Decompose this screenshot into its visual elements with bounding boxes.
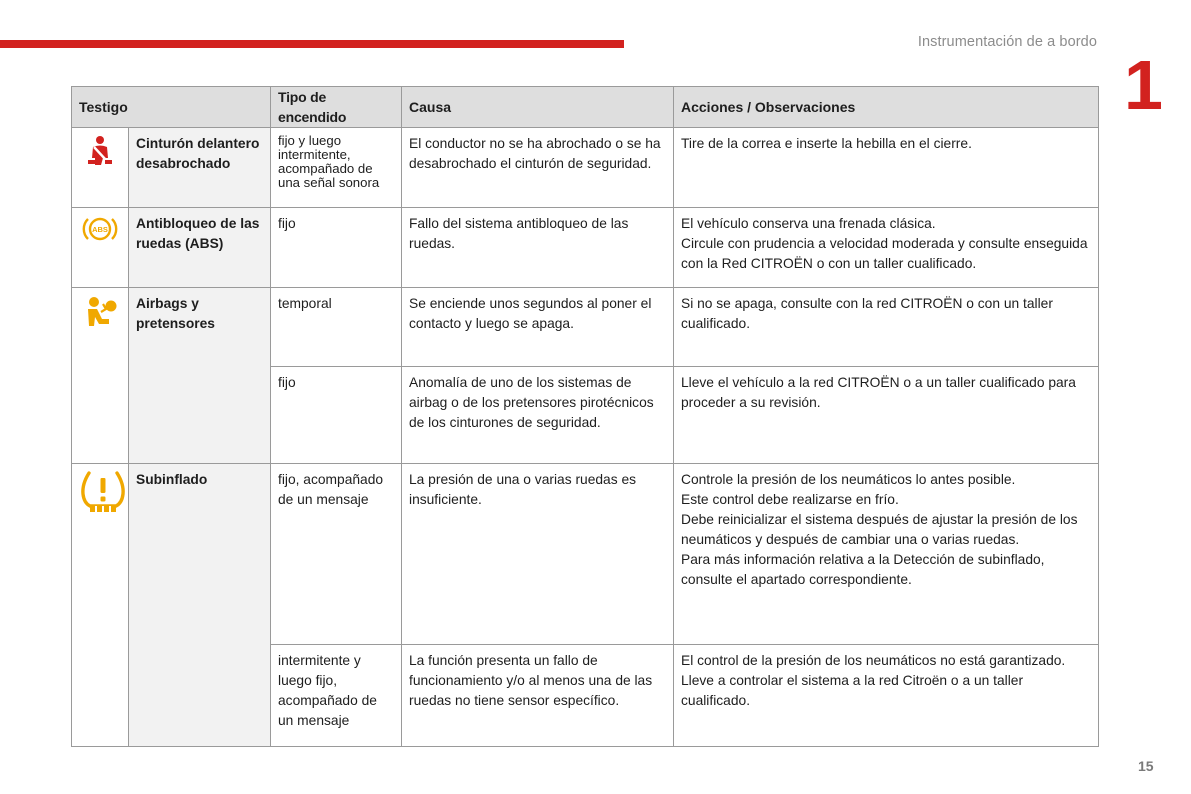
row-name: Airbags y pretensores bbox=[129, 288, 271, 464]
abs-icon-label: ABS bbox=[92, 225, 108, 234]
row-tipo: intermitente y luego fijo, acompañado de un mensaje bbox=[271, 645, 402, 747]
row-acciones bbox=[674, 645, 1099, 747]
row-tipo: fijo bbox=[271, 367, 402, 464]
seatbelt-warning-icon bbox=[72, 128, 129, 208]
accion-line: Lleve el vehículo a la red CITROËN o a un taller cualificado para proceder a su revisión. bbox=[681, 375, 1076, 410]
header-tipo: Tipo de encendido bbox=[271, 87, 402, 128]
accion-line: Si no se apaga, consulte con la red CITROËN o con un taller cualificado. bbox=[681, 296, 1053, 331]
table-header-row bbox=[72, 87, 1099, 128]
abs-warning-icon bbox=[72, 208, 129, 288]
row-tipo: temporal bbox=[271, 288, 402, 367]
row-acciones bbox=[674, 208, 1099, 288]
row-tipo: fijo bbox=[271, 208, 402, 288]
accion-line: Controle la presión de los neumáticos lo antes posible. bbox=[681, 472, 1016, 487]
row-name: Cinturón delantero desabrochado bbox=[129, 128, 271, 208]
row-causa: La presión de una o varias ruedas es insuficiente. bbox=[402, 464, 674, 645]
row-acciones bbox=[674, 367, 1099, 464]
accion-line: Este control debe realizarse en frío. bbox=[681, 492, 899, 507]
accion-line: El vehículo conserva una frenada clásica. bbox=[681, 216, 936, 231]
tyre-pressure-warning-icon bbox=[72, 464, 129, 747]
row-causa: Se enciende unos segundos al poner el contacto y luego se apaga. bbox=[402, 288, 674, 367]
row-tipo: fijo, acompañado de un mensaje bbox=[271, 464, 402, 645]
chapter-number: 1 bbox=[1124, 46, 1163, 124]
table-row bbox=[72, 128, 1099, 208]
header-acciones: Acciones / Observaciones bbox=[674, 87, 1099, 128]
airbag-warning-icon bbox=[72, 288, 129, 464]
accion-line: Circule con prudencia a velocidad moderada y consulte enseguida con la Red CITROËN o con un taller cualificado. bbox=[681, 236, 1088, 271]
row-name: Subinflado bbox=[129, 464, 271, 747]
row-causa: La función presenta un fallo de funcionamiento y/o al menos una de las ruedas no tiene sensor específico. bbox=[402, 645, 674, 747]
row-name: Antibloqueo de las ruedas (ABS) bbox=[129, 208, 271, 288]
accion-line: Debe reinicializar el sistema después de ajustar la presión de los neumáticos y después de cambiar una o varias ruedas. bbox=[681, 512, 1078, 547]
table-row bbox=[72, 288, 1099, 367]
header-testigo: Testigo bbox=[72, 87, 271, 128]
accion-line: Lleve a controlar el sistema a la red Citroën o a un taller cualificado. bbox=[681, 673, 1024, 708]
row-causa: El conductor no se ha abrochado o se ha desabrochado el cinturón de seguridad. bbox=[402, 128, 674, 208]
row-causa: Anomalía de uno de los sistemas de airbag o de los pretensores pirotécnicos de los cinturones de seguridad. bbox=[402, 367, 674, 464]
accion-line: Tire de la correa e inserte la hebilla en el cierre. bbox=[681, 136, 972, 151]
table-row bbox=[72, 464, 1099, 645]
accion-line: Para más información relativa a la Detección de subinflado, consulte el apartado correspondiente. bbox=[681, 552, 1045, 587]
row-acciones bbox=[674, 128, 1099, 208]
row-acciones bbox=[674, 288, 1099, 367]
header-accent-bar bbox=[0, 40, 624, 48]
section-title: Instrumentación de a bordo bbox=[917, 34, 1097, 50]
page-number: 15 bbox=[1138, 758, 1154, 774]
row-tipo: fijo y luego intermitente, acompañado de una señal sonora bbox=[271, 128, 402, 208]
accion-line: El control de la presión de los neumáticos no está garantizado. bbox=[681, 653, 1066, 668]
row-causa: Fallo del sistema antibloqueo de las ruedas. bbox=[402, 208, 674, 288]
row-acciones bbox=[674, 464, 1099, 645]
warning-lights-table bbox=[71, 86, 1099, 747]
table-row bbox=[72, 208, 1099, 288]
header-causa: Causa bbox=[402, 87, 674, 128]
